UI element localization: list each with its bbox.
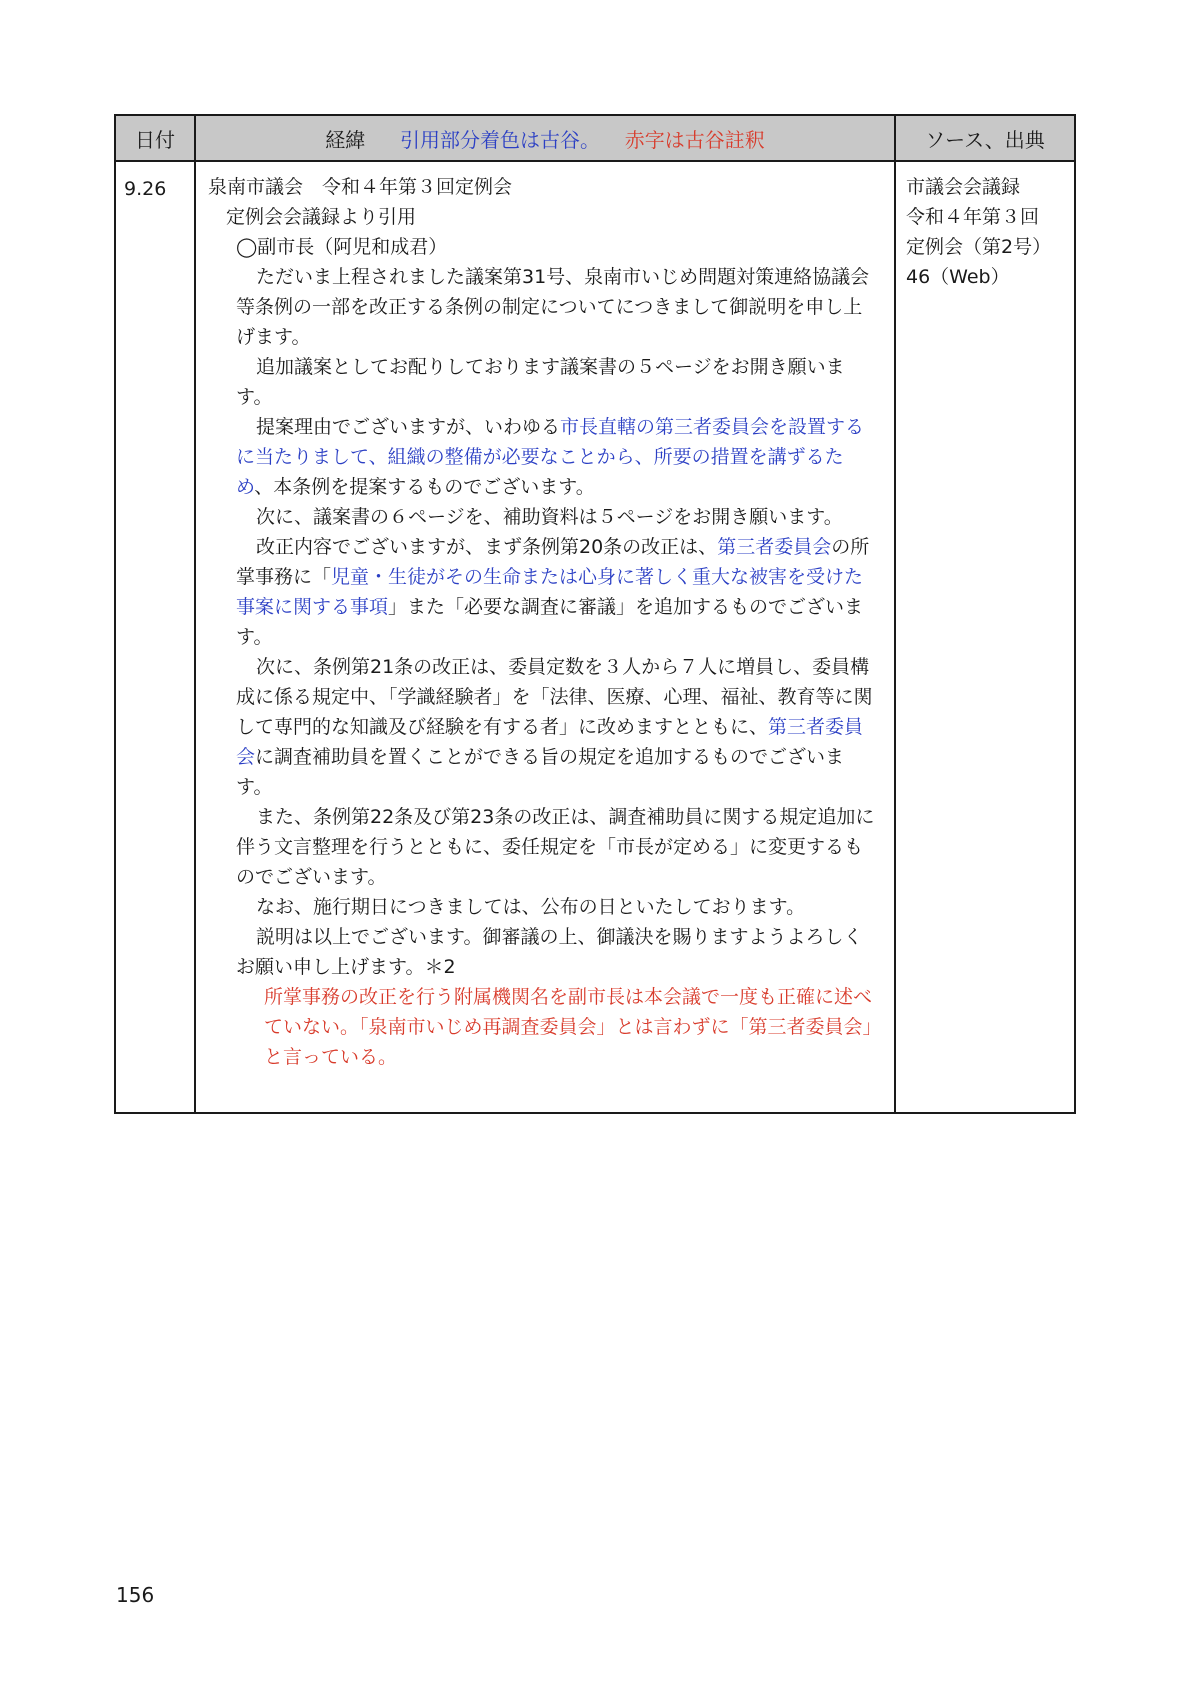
speaker-line: ◯副市長（阿児和成君） [236, 236, 448, 258]
main-header [195, 115, 895, 161]
paragraph-6: 次に、条例第21条の改正は、委員定数を３人から７人に増員し、委員構成に係る規定中、「学識経験者」を「法律、医療、心理、福祉、教育等に関して専門的な知識及び経験を有する者」に改めますとともに、第三者委員会に調査補助員を置くことができる旨の規定を追加するものでございます。 [236, 656, 873, 798]
record-table [114, 114, 1076, 1114]
source-line: 定例会（第2号） [906, 236, 1052, 258]
date-header: 日付 [115, 115, 195, 161]
quote-highlight: 第三者委員会 [717, 536, 832, 558]
source-cell [895, 161, 1075, 1113]
color-legend-red: 赤字は古谷註釈 [624, 127, 765, 152]
table-row [115, 161, 1075, 1113]
paragraph-8: なお、施行期日につきましては、公布の日といたしております。 [256, 896, 806, 918]
paragraph-9: 説明は以上でございます。御審議の上、御議決を賜りますようよろしくお願い申し上げます。＊2 [236, 926, 863, 978]
meeting-title: 泉南市議会 令和４年第３回定例会 [208, 176, 513, 198]
quote-highlight: 第三者委員会 [236, 716, 864, 768]
paragraph-7: また、条例第22条及び第23条の改正は、調査補助員に関する規定追加に伴う文言整理を行うとともに、委任規定を「市長が定める」に変更するものでございます。 [236, 806, 875, 888]
quote-highlight: 市長直轄の第三者委員会を設置するに当たりまして、組織の整備が必要なことから、所要の措置を講ずるため [236, 416, 865, 498]
color-legend-blue: 引用部分着色は古谷。 [400, 127, 600, 152]
page-number: 156 [116, 1583, 155, 1607]
source-header: ソース、出典 [895, 115, 1075, 161]
narrative-cell [195, 161, 895, 1113]
source-line: 46（Web） [906, 266, 1010, 288]
quote-source-line: 定例会会議録より引用 [226, 206, 417, 228]
quote-highlight: 児童・生徒がその生命または心身に著しく重大な被害を受けた事案に関する事項 [236, 566, 864, 618]
paragraph-1: ただいま上程されました議案第31号、泉南市いじめ問題対策連絡協議会等条例の一部を改正する条例の制定についてにつきまして御説明を申し上げます。 [236, 266, 870, 348]
main-header-label: 経緯 [325, 127, 366, 152]
source-line: 市議会会議録 [906, 176, 1021, 198]
annotation-note: 所掌事務の改正を行う附属機関名を副市長は本会議で一度も正確に述べていない。「泉南市いじめ再調査委員会」とは言わずに「第三者委員会」と言っている。 [264, 986, 873, 1068]
paragraph-3: 提案理由でございますが、いわゆる市長直轄の第三者委員会を設置するに当たりまして、組織の整備が必要なことから、所要の措置を講ずるため、本条例を提案するものでございます。 [236, 416, 865, 498]
paragraph-2: 追加議案としてお配りしております議案書の５ページをお開き願います。 [236, 356, 845, 408]
header-row [115, 115, 1075, 161]
paragraph-5: 改正内容でございますが、まず条例第20条の改正は、第三者委員会の所掌事務に「児童・生徒がその生命または心身に著しく重大な被害を受けた事案に関する事項」また「必要な調査に審議」を追加するものでございます。 [236, 536, 870, 648]
paragraph-4: 次に、議案書の６ページを、補助資料は５ページをお開き願います。 [256, 506, 843, 528]
date-cell: 9.26 [115, 161, 195, 1113]
source-line: 令和４年第３回 [906, 206, 1040, 228]
